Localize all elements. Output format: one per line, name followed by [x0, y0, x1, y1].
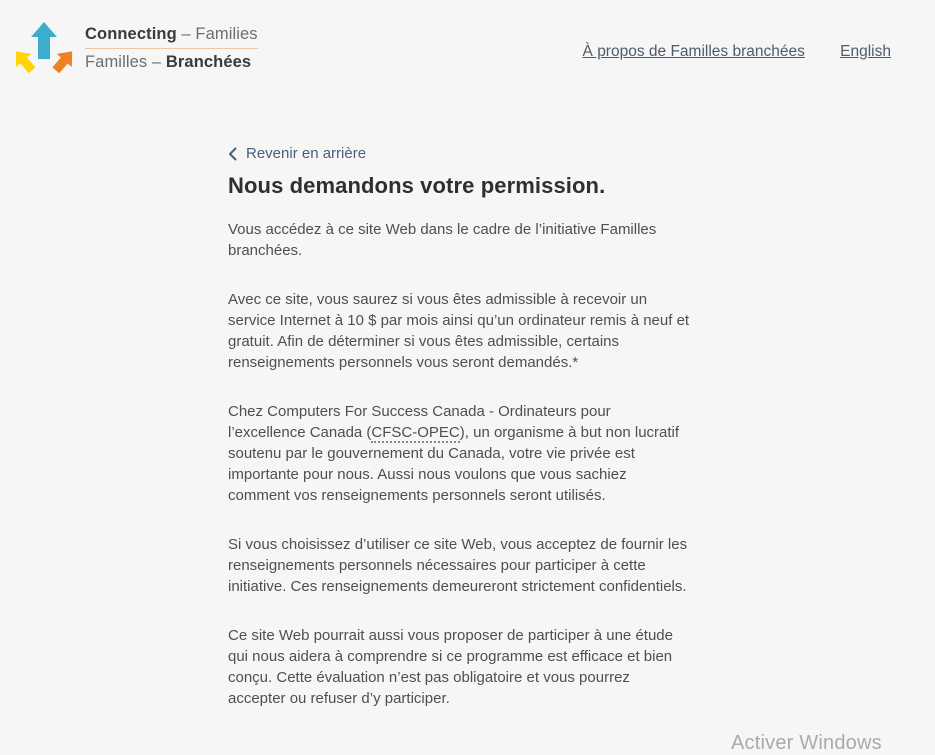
back-link-label: Revenir en arrière [246, 145, 367, 162]
nav-link-english[interactable]: English [840, 43, 891, 60]
logo[interactable] [12, 15, 258, 77]
main-content [228, 145, 690, 737]
paragraph-consent: Si vous choisissez d’utiliser ce site Web, vous acceptez de fournir les renseignements personnels nécessaires pour participer à cette initiative. Ces renseignements demeureront strictement confidentiels. [228, 535, 688, 595]
header-nav [552, 43, 891, 61]
paragraph-study: Ce site Web pourrait aussi vous proposer de participer à une étude qui nous aidera à comprendre si ce programme est efficace et bien conçu. Cette évaluation n’est pas obligatoire et vous pourrez accepter ou refuser d’y participer. [228, 626, 673, 707]
nav-link-about[interactable]: À propos de Familles branchées [582, 43, 805, 60]
paragraph-privacy [228, 401, 690, 506]
logo-line-french: Familles – Branchées [85, 53, 252, 71]
paragraph-privacy-before: Chez Computers For Success Canada - Ordinateurs pour l’excellence Canada ( [228, 402, 611, 441]
cfsc-opec-abbreviation: CFSC-OPEC [371, 423, 460, 441]
page-title: Nous demandons votre permission. [228, 172, 606, 198]
paragraph-privacy-after: ), un organisme à but non lucratif soutenu par le gouvernement du Canada, votre vie privée est importante pour nous. Aussi nous voulons que vous sachiez comment vos renseignements personnels seront utilisés. [228, 423, 680, 504]
logo-wordmark [85, 24, 258, 72]
three-arrows-logo-icon [12, 15, 74, 77]
logo-divider [85, 48, 258, 49]
chevron-left-icon [228, 147, 237, 161]
logo-line-english: Connecting – Families [85, 25, 258, 43]
paragraph-intro: Vous accédez à ce site Web dans le cadre de l’initiative Familles branchées. [228, 220, 657, 259]
paragraph-eligibility: Avec ce site, vous saurez si vous êtes admissible à recevoir un service Internet à 10 $ par mois ainsi qu’un ordinateur remis à neuf et gratuit. Afin de déterminer si vous êtes admissible, certains renseignements personnels vous seront demandés.* [228, 290, 690, 371]
back-link[interactable] [228, 145, 366, 162]
windows-activation-watermark: Activer Windows [731, 732, 882, 754]
